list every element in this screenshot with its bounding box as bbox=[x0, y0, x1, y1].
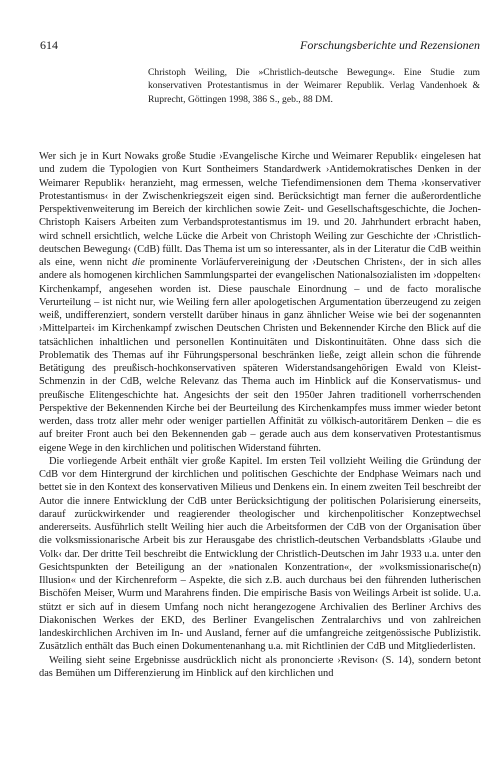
body-paragraph-3: Weiling sieht seine Ergebnisse ausdrücklich nicht als prononcierte ›Revison‹ (S. 14), sondern betont das Bemühen um Differenzierung im Hinblick auf den kirchlichen und bbox=[39, 654, 481, 679]
running-head: Forschungsberichte und Rezensionen bbox=[300, 38, 480, 52]
body-paragraph-2: Die vorliegende Arbeit enthält vier große Kapitel. Im ersten Teil vollzieht Weiling die Gründung der CdB vor dem Hintergrund der kirchlichen und politischen Geschichte der Endphase Weimars nach und bettet sie in den Kontext des konservativen Milieus und Denkens ein. In einem zweiten Teil beschreibt der Autor die innere Entwicklung der CdB unter Berücksichtigung der politischen Polarisierung einerseits, darauf zurückwirkender und reagierender theologischer und kirchenpolitischer Konzeptwechsel andererseits. Ausführlich stellt Weiling hier auch die Arbeitsformen der CdB von der Organisation über die volksmissionarische Arbeit bis zur Herausgabe des christlich-deutschen Verbandsblatts ›Glaube und Volk‹ dar. Der dritte Teil beschreibt die Entwicklung der Christlich-Deutschen im Jahr 1933 u.a. unter den Gesichtspunkten der Beteiligung an der »nationalen Konzentration«, der »volksmissionarische(n) Illusion« und der Kirchenreform – Aspekte, die sich z.B. auch durchaus bei den führenden lutherischen Bischöfen Meiser, Wurm und Marahrens finden. Die empirische Basis von Weilings Arbeit ist solide. U.a. stützt er sich auf in diesem Umfang noch nicht herangezogene Archivalien des Berliner Archivs des Diakonischen Werkes der EKD, des Berliner Evangelischen Zentralarchivs und von zahlreichen landeskirchlichen Archiven im In- und Ausland, ferner auf die umfangreiche zeitgenössische Publizistik. Zusätzlich enthält das Buch einen Dokumentenanhang u.a. mit Richtlinien der CdB und Mitgliederlisten. bbox=[39, 455, 482, 653]
paragraph-1-emphasis: die bbox=[132, 257, 145, 268]
body-text bbox=[39, 150, 481, 680]
body-paragraph-1 bbox=[39, 150, 481, 455]
paragraph-1-text-b: prominente Vorläufervereinigung der ›Deutschen Christen‹, der in sich alles andere als homogenen kirchlichen Sammlungspartei der evangelischen Nationalsozialisten im ›doppelten‹ Kirchenkampf, angesehen worden ist. Diese pauschale Einordnung – und de facto moralische Verurteilung – ist nicht nur, wie Weiling fern aller apologetischen Argumentation überzeugend zu zeigen weiß, undifferenziert, sondern verstellt darüber hinaus in ganz ähnlicher Weise wie bei der sogenannten ›Mittelpartei‹ im Kirchenkampf zwischen Deutschen Christen und Bekennender Kirche den Blick auf die tatsächlichen inhaltlichen und personellen Kontinuitäten und Diskontinuitäten. Ohne dass sich die Problematik des Themas auf ihr Führungspersonal beschränken ließe, zeigt allein schon die führende Betätigung des preußisch-hochkonservativen späteren Widerstandsangehörigen Ewald von Kleist-Schmenzin in der CdB, welche Relevanz das Thema auch im Hinblick auf die Konservatismus- und preußische Elitengeschichte hat. Angesichts der seit den 1950er Jahren traditionell vorherrschenden Perspektive der Bekennenden Kirche bei der Beurteilung des Kirchenkampfes muss immer wieder betont werden, dass trotz aller mehr oder weniger partiellen Affinität zu völkisch-autoritärem Denken – die es auf breiter Front auch bei den Bekennenden gab – gerade auch aus dem konservativen Protestantismus eigene Wege in den kirchlichen und politischen Widerstand führten. bbox=[39, 257, 481, 454]
paragraph-1-text-a: Wer sich je in Kurt Nowaks große Studie ›Evangelische Kirche und Weimarer Republik‹ eingelesen hat und zudem die Typologien von Kurt Sontheimers Standardwerk ›Antidemokratisches Denken in der Weimarer Republik‹ heranzieht, mag ermessen, welche Tiefendimensionen dem Thema ›konservativer Protestantismus‹ in der Zwischenkriegszeit eigen sind. Berücksichtigt man ferner die außerordentliche Perspektivenweiterung im Bereich der kirchlichen sowie Zeit- und Gesellschaftsgeschichte, die Jochen-Christoph Kaisers Arbeiten zum Verbandsprotestantismus im 19. und 20. Jahrhundert erbracht haben, wird schnell ersichtlich, welche Lücke die Arbeit von Christoph Weiling zur Geschichte der ›Christlich-deutschen Bewegung‹ (CdB) füllt. Das Thema ist um so interessanter, als in der Literatur die CdB weithin als eine, wenn nicht bbox=[39, 151, 481, 268]
page-number: 614 bbox=[40, 38, 58, 52]
review-citation: Christoph Weiling, Die »Christlich-deutsche Bewegung«. Eine Studie zum konservativen Protestantismus in der Weimarer Republik. Verlag Vandenhoek & Ruprecht, Göttingen 1998, 386 S., geb., 88 DM. bbox=[148, 67, 480, 105]
